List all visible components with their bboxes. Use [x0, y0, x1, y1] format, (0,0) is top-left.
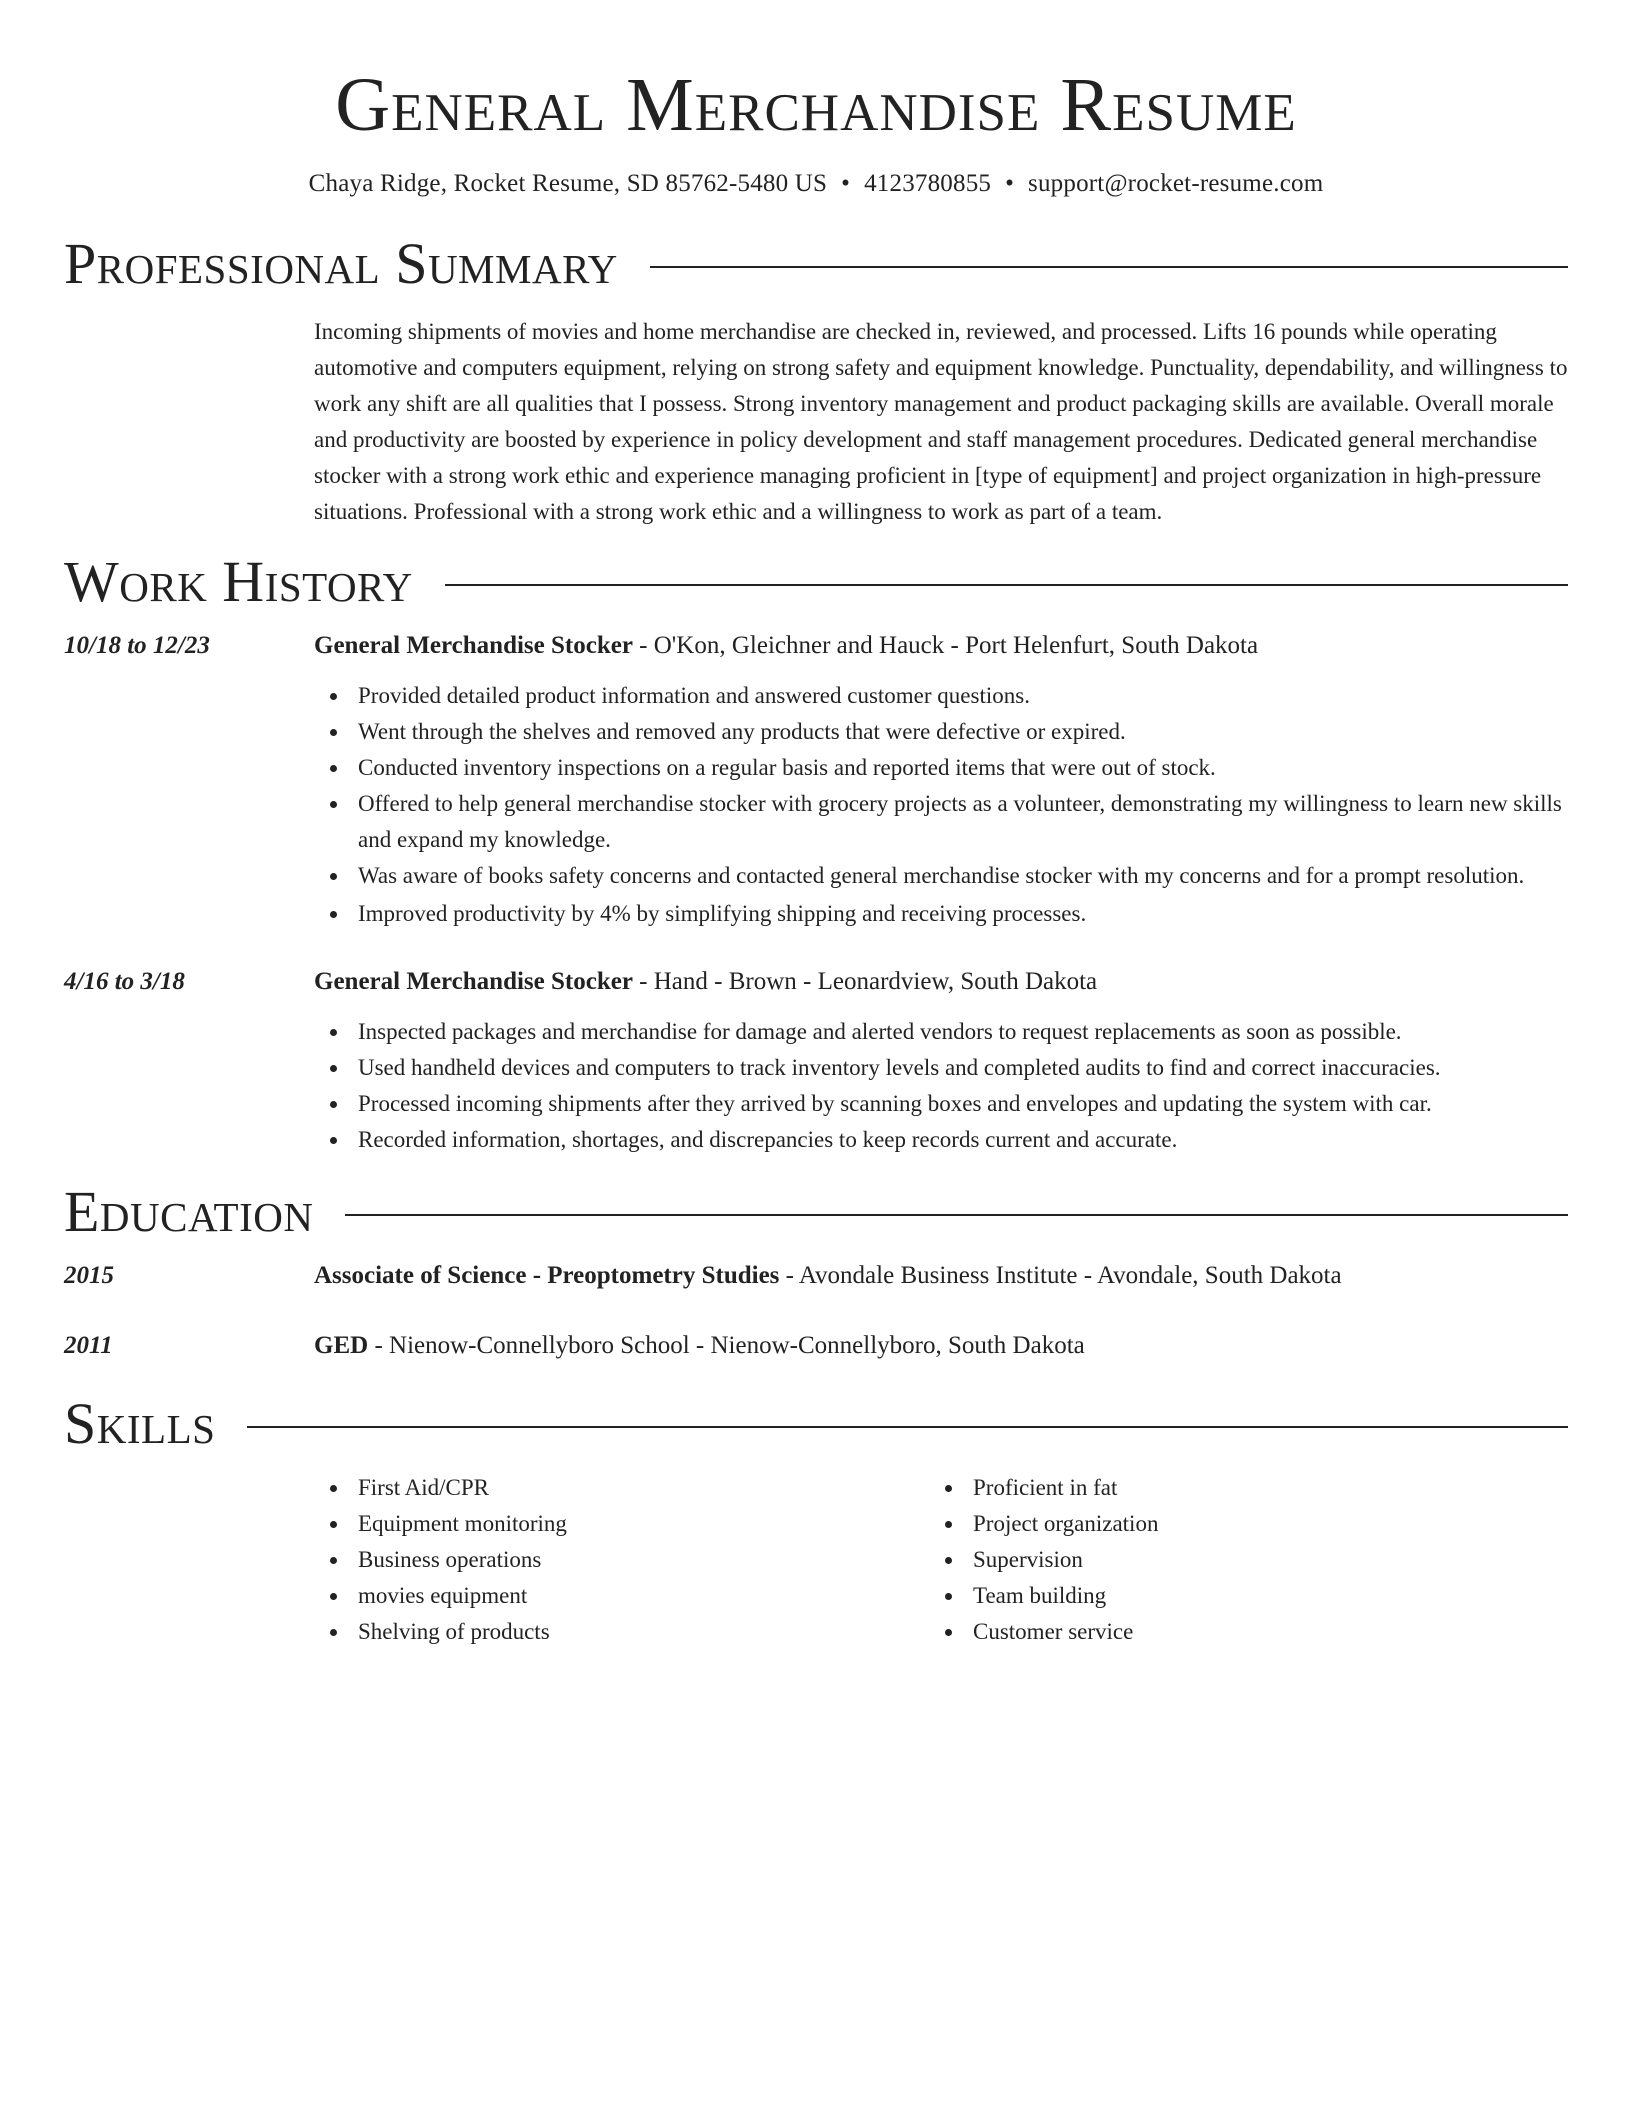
education-school-location: - Avondale Business Institute - Avondale, South Dakota [779, 1262, 1342, 1289]
education-entry [64, 1328, 1568, 1364]
job-body [314, 964, 1568, 1158]
section-header [64, 1392, 1568, 1456]
section-title-education: Education [64, 1179, 314, 1244]
section-title-work-history: Work History [64, 549, 413, 614]
contact-separator: • [841, 170, 851, 197]
skill-item: movies equipment [358, 1578, 929, 1614]
job-heading [314, 964, 1568, 1000]
job-dates: 10/18 to 12/23 [64, 632, 210, 659]
summary-paragraph: Incoming shipments of movies and home merchandise are checked in, reviewed, and processed. Lifts 16 pounds while operating automotive and computers equipment, relying on strong safety and equipment knowledge. Punctuality, dependability, and willingness to work any shift are all qualities that I possess. Strong inventory management and product packaging skills are available. Overall morale and productivity are boosted by experience in policy development and staff management procedures. Dedicated general merchandise stocker with a strong work ethic and experience managing proficient in [type of equipment] and project organization in high-pressure situations. Professional with a strong work ethic and a willingness to work as part of a team. [314, 319, 1568, 524]
skills-section [64, 1392, 1568, 1650]
section-header [64, 550, 1568, 614]
skill-item: Business operations [358, 1542, 929, 1578]
resume-title: General Merchandise Resume [335, 63, 1297, 147]
skills-list [314, 1470, 929, 1650]
skill-item: Shelving of products [358, 1614, 929, 1650]
list-item: Conducted inventory inspections on a regular basis and reported items that were out of stock. [358, 750, 1568, 786]
education-section [64, 1180, 1568, 1364]
education-body [314, 1258, 1568, 1294]
skill-item: Team building [973, 1578, 1544, 1614]
education-degree: GED [314, 1332, 369, 1359]
section-title-summary: Professional Summary [64, 231, 618, 296]
section-title-skills: Skills [64, 1391, 216, 1456]
section-divider [345, 1214, 1568, 1216]
list-item: Was aware of books safety concerns and contacted general merchandise stocker with my concerns and for a prompt resolution. [358, 858, 1568, 894]
skill-item: First Aid/CPR [358, 1470, 929, 1506]
professional-summary-section [64, 232, 1568, 530]
skill-item: Supervision [973, 1542, 1544, 1578]
education-year: 2015 [64, 1262, 114, 1289]
section-divider [247, 1426, 1568, 1428]
education-heading [314, 1328, 1568, 1364]
job-title: General Merchandise Stocker [314, 632, 633, 659]
job-body [314, 628, 1568, 932]
contact-email[interactable]: support@rocket-resume.com [1028, 170, 1324, 197]
list-item: Improved productivity by 4% by simplifying shipping and receiving processes. [358, 896, 1568, 932]
list-item: Went through the shelves and removed any products that were defective or expired. [358, 714, 1568, 750]
job-employer-location: - O'Kon, Gleichner and Hauck - Port Helenfurt, South Dakota [632, 632, 1259, 659]
contact-separator: • [1005, 170, 1015, 197]
contact-line [64, 168, 1568, 200]
section-header [64, 232, 1568, 296]
list-item: Recorded information, shortages, and discrepancies to keep records current and accurate. [358, 1122, 1568, 1158]
section-divider [650, 266, 1568, 268]
education-degree: Associate of Science - Preoptometry Studies [314, 1262, 780, 1289]
skill-item: Project organization [973, 1506, 1544, 1542]
contact-phone: 4123780855 [864, 170, 992, 197]
education-heading [314, 1258, 1568, 1294]
skills-column-left [314, 1470, 929, 1650]
section-divider [445, 584, 1568, 586]
job-entry [64, 628, 1568, 932]
education-year: 2011 [64, 1332, 113, 1359]
job-employer-location: - Hand - Brown - Leonardview, South Dakota [632, 968, 1098, 995]
list-item: Provided detailed product information and answered customer questions. [358, 678, 1568, 714]
job-dates: 4/16 to 3/18 [64, 968, 185, 995]
skill-item: Equipment monitoring [358, 1506, 929, 1542]
list-item: Offered to help general merchandise stocker with grocery projects as a volunteer, demonstrating my willingness to learn new skills and expand my knowledge. [358, 786, 1568, 858]
skill-item: Proficient in fat [973, 1470, 1544, 1506]
list-item: Processed incoming shipments after they arrived by scanning boxes and envelopes and updating the system with car. [358, 1086, 1568, 1122]
skills-list [929, 1470, 1544, 1650]
work-history-section [64, 550, 1568, 1158]
education-school-location: - Nienow-Connellyboro School - Nienow-Connellyboro, South Dakota [368, 1332, 1085, 1359]
education-entry [64, 1258, 1568, 1294]
contact-address: Chaya Ridge, Rocket Resume, SD 85762-5480 US [308, 170, 828, 197]
list-item: Used handheld devices and computers to track inventory levels and completed audits to find and correct inaccuracies. [358, 1050, 1568, 1086]
skill-item: Customer service [973, 1614, 1544, 1650]
education-body [314, 1328, 1568, 1364]
list-item: Inspected packages and merchandise for damage and alerted vendors to request replacements as soon as possible. [358, 1014, 1568, 1050]
job-bullet-list [314, 678, 1568, 932]
job-entry [64, 964, 1568, 1158]
job-title: General Merchandise Stocker [314, 968, 633, 995]
skills-column-right [929, 1470, 1544, 1650]
section-header [64, 1180, 1568, 1244]
skills-grid [314, 1470, 1568, 1650]
job-bullet-list [314, 1014, 1568, 1158]
job-heading [314, 628, 1568, 664]
